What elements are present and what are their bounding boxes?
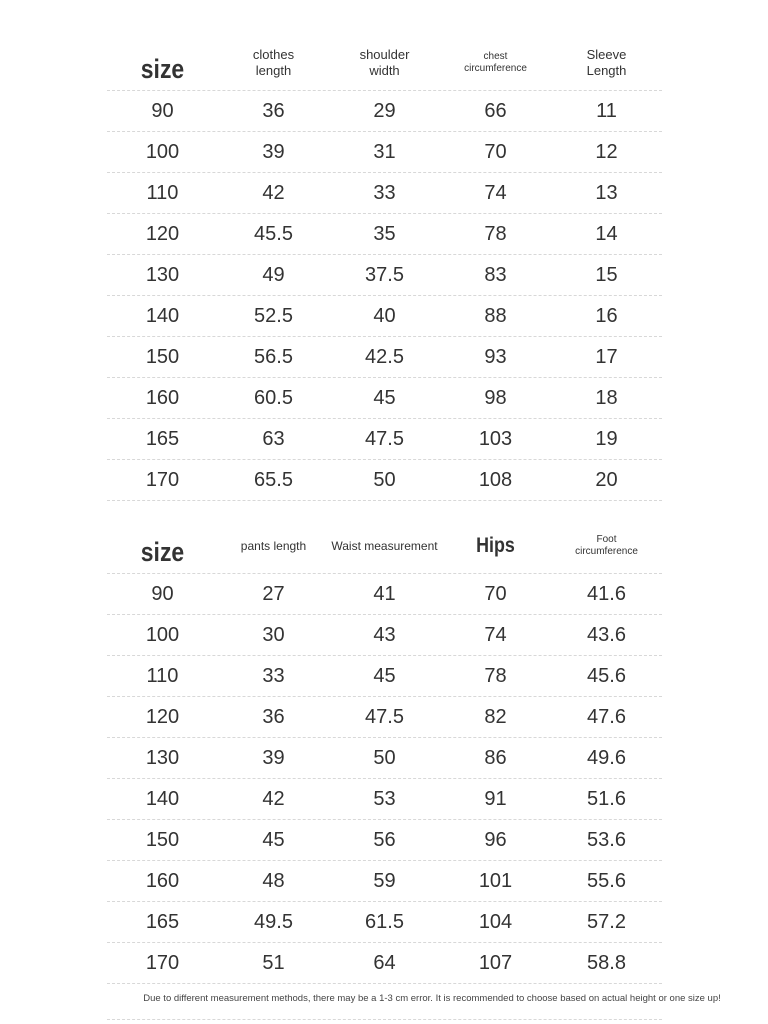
table-cell: 40 — [373, 305, 396, 327]
table-cell: 12 — [595, 141, 618, 163]
header-sleeve-length: Sleeve Length — [586, 47, 627, 78]
table-cell: 18 — [595, 387, 618, 409]
table-cell: 140 — [145, 305, 180, 327]
table-cell: 47.5 — [365, 706, 404, 728]
pants-table-header — [107, 519, 662, 574]
table-cell: 74 — [484, 624, 507, 646]
header-chest-circumference: chest circumference — [464, 51, 527, 74]
table-row — [107, 902, 662, 943]
table-row — [107, 173, 662, 214]
table-row — [107, 861, 662, 902]
table-row — [107, 337, 662, 378]
table-row — [107, 214, 662, 255]
header-size: size — [140, 53, 185, 84]
table-row — [107, 574, 662, 615]
table-cell: 88 — [484, 305, 507, 327]
header-size: size — [140, 536, 185, 567]
table-cell: 70 — [484, 141, 507, 163]
table-cell: 86 — [484, 747, 507, 769]
table-cell: 49 — [262, 264, 285, 286]
table-cell: 64 — [373, 952, 396, 974]
header-clothes-length: clothes length — [252, 47, 295, 78]
table-cell: 100 — [145, 141, 180, 163]
table-cell: 33 — [373, 182, 396, 204]
table-cell: 19 — [595, 428, 618, 450]
table-cell: 104 — [478, 911, 513, 933]
table-cell: 30 — [262, 624, 285, 646]
table-cell: 78 — [484, 223, 507, 245]
table-cell: 74 — [484, 182, 507, 204]
table-cell: 107 — [478, 952, 513, 974]
table-cell: 55.6 — [587, 870, 626, 892]
table-cell: 29 — [373, 100, 396, 122]
table-cell: 140 — [145, 788, 180, 810]
divider — [107, 1019, 662, 1020]
table-cell: 120 — [145, 706, 180, 728]
table-cell: 90 — [151, 583, 174, 605]
table-cell: 83 — [484, 264, 507, 286]
header-waist-measurement: Waist measurement — [331, 538, 438, 553]
table-row — [107, 460, 662, 501]
table-cell: 36 — [262, 100, 285, 122]
table-cell: 47.5 — [365, 428, 404, 450]
table-cell: 59 — [373, 870, 396, 892]
table-row — [107, 419, 662, 460]
table-cell: 36 — [262, 706, 285, 728]
table-cell: 13 — [595, 182, 618, 204]
table-cell: 98 — [484, 387, 507, 409]
table-row — [107, 697, 662, 738]
table-cell: 70 — [484, 583, 507, 605]
table-cell: 52.5 — [254, 305, 293, 327]
table-cell: 66 — [484, 100, 507, 122]
table-cell: 93 — [484, 346, 507, 368]
table-cell: 43 — [373, 624, 396, 646]
table-row — [107, 656, 662, 697]
measurement-note: Due to different measurement methods, there may be a 1-3 cm error. It is recommended to choose based on actual height or one size up! — [143, 993, 721, 1004]
table-cell: 48 — [262, 870, 285, 892]
table-cell: 49.6 — [587, 747, 626, 769]
table-cell: 120 — [145, 223, 180, 245]
header-hips: Hips — [476, 534, 515, 558]
table-cell: 16 — [595, 305, 618, 327]
table-cell: 58.8 — [587, 952, 626, 974]
table-cell: 41.6 — [587, 583, 626, 605]
header-foot-circumference: Foot circumference — [575, 534, 638, 557]
table-cell: 37.5 — [365, 264, 404, 286]
table-cell: 150 — [145, 346, 180, 368]
table-cell: 130 — [145, 264, 180, 286]
table-cell: 42.5 — [365, 346, 404, 368]
table-cell: 103 — [478, 428, 513, 450]
table-cell: 65.5 — [254, 469, 293, 491]
clothes-table-header — [107, 36, 662, 91]
table-cell: 41 — [373, 583, 396, 605]
table-cell: 170 — [145, 469, 180, 491]
table-cell: 42 — [262, 182, 285, 204]
table-cell: 14 — [595, 223, 618, 245]
table-cell: 90 — [151, 100, 174, 122]
table-cell: 56 — [373, 829, 396, 851]
table-cell: 43.6 — [587, 624, 626, 646]
table-cell: 39 — [262, 747, 285, 769]
table-row — [107, 943, 662, 984]
table-cell: 53 — [373, 788, 396, 810]
table-row — [107, 820, 662, 861]
table-row — [107, 132, 662, 173]
table-cell: 17 — [595, 346, 618, 368]
table-cell: 101 — [478, 870, 513, 892]
table-cell: 150 — [145, 829, 180, 851]
table-cell: 45 — [373, 665, 396, 687]
table-cell: 31 — [373, 141, 396, 163]
table-cell: 42 — [262, 788, 285, 810]
table-cell: 82 — [484, 706, 507, 728]
table-cell: 165 — [145, 428, 180, 450]
table-cell: 35 — [373, 223, 396, 245]
header-pants-length: pants length — [240, 538, 307, 553]
table-cell: 63 — [262, 428, 285, 450]
table-cell: 51.6 — [587, 788, 626, 810]
table-cell: 57.2 — [587, 911, 626, 933]
table-cell: 170 — [145, 952, 180, 974]
table-cell: 160 — [145, 387, 180, 409]
table-cell: 108 — [478, 469, 513, 491]
table-cell: 78 — [484, 665, 507, 687]
table-cell: 100 — [145, 624, 180, 646]
table-cell: 39 — [262, 141, 285, 163]
table-cell: 49.5 — [254, 911, 293, 933]
table-cell: 56.5 — [254, 346, 293, 368]
table-cell: 27 — [262, 583, 285, 605]
table-row — [107, 378, 662, 419]
table-cell: 96 — [484, 829, 507, 851]
table-cell: 33 — [262, 665, 285, 687]
table-cell: 20 — [595, 469, 618, 491]
header-shoulder-width: shoulder width — [359, 47, 410, 78]
table-cell: 110 — [146, 665, 179, 687]
table-cell: 165 — [145, 911, 180, 933]
table-cell: 50 — [373, 747, 396, 769]
table-row — [107, 296, 662, 337]
table-cell: 53.6 — [587, 829, 626, 851]
clothes-size-table — [107, 36, 662, 501]
table-cell: 45 — [262, 829, 285, 851]
table-cell: 51 — [262, 952, 285, 974]
table-cell: 61.5 — [365, 911, 404, 933]
table-cell: 45 — [373, 387, 396, 409]
table-cell: 130 — [145, 747, 180, 769]
table-cell: 47.6 — [587, 706, 626, 728]
table-row — [107, 91, 662, 132]
table-row — [107, 779, 662, 820]
table-row — [107, 615, 662, 656]
table-cell: 91 — [484, 788, 507, 810]
table-cell: 15 — [595, 264, 618, 286]
table-cell: 11 — [596, 100, 617, 122]
pants-size-table — [107, 519, 662, 984]
table-row — [107, 738, 662, 779]
table-cell: 50 — [373, 469, 396, 491]
table-cell: 60.5 — [254, 387, 293, 409]
table-cell: 45.5 — [254, 223, 293, 245]
table-row — [107, 255, 662, 296]
table-cell: 110 — [146, 182, 179, 204]
table-cell: 160 — [145, 870, 180, 892]
table-cell: 45.6 — [587, 665, 626, 687]
